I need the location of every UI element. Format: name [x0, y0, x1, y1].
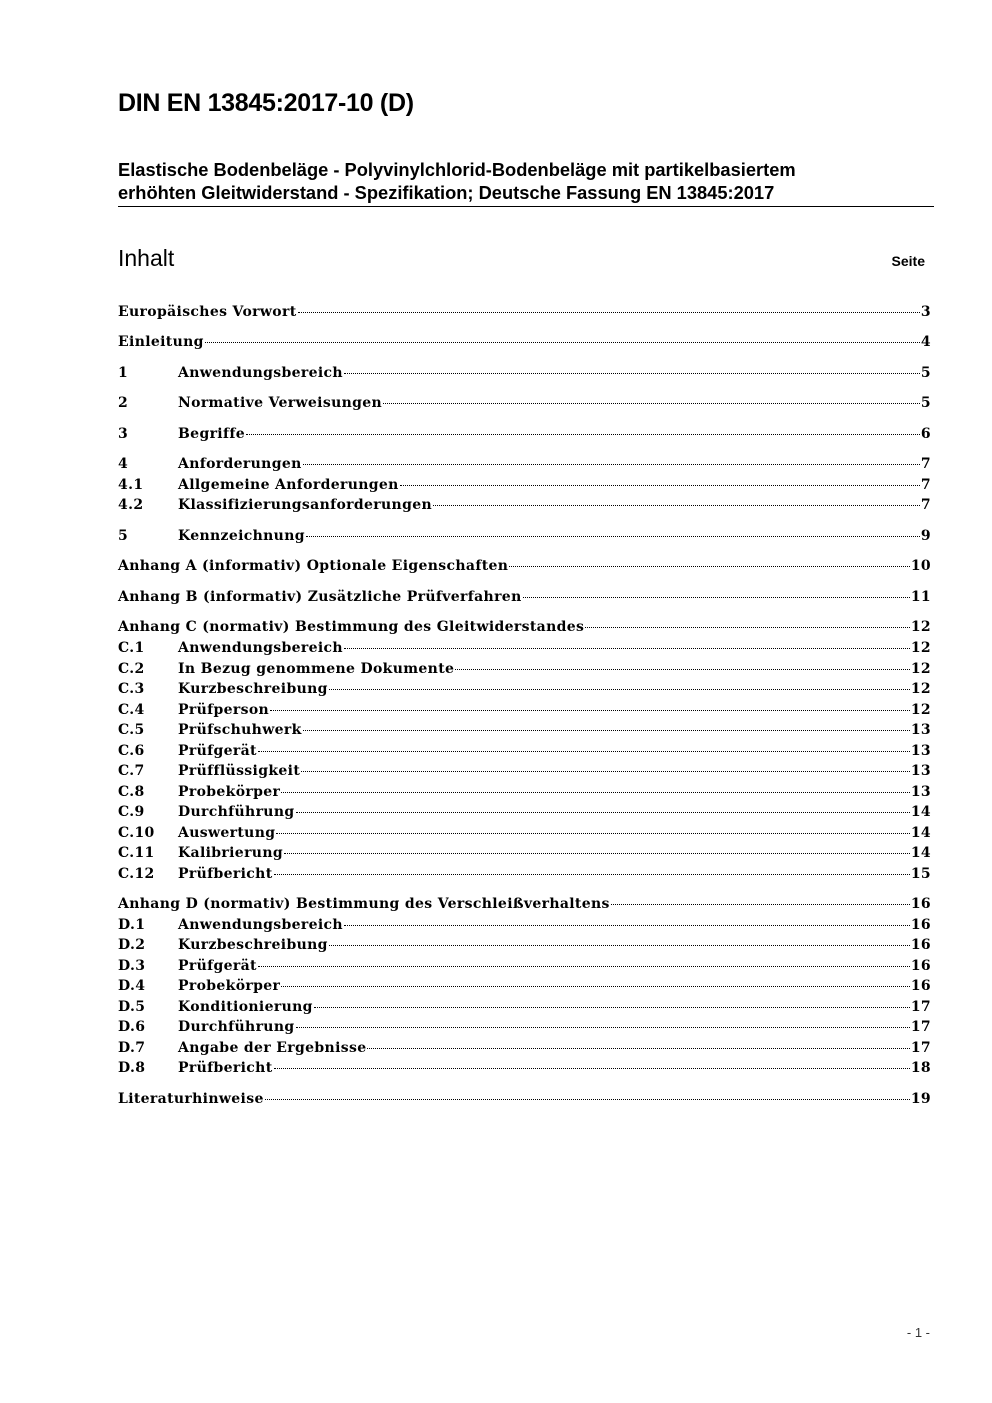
- toc-entry-number: 2: [118, 395, 129, 411]
- toc-entry[interactable]: [118, 864, 931, 884]
- toc-dot-leader: [281, 792, 910, 793]
- toc-dot-leader: [585, 627, 910, 628]
- toc-entry-number: D.5: [118, 999, 146, 1015]
- toc-entry-page: 7: [920, 477, 931, 493]
- toc-entry-number: C.11: [118, 845, 155, 861]
- toc-entry-number: C.6: [118, 743, 145, 759]
- toc-entry[interactable]: [118, 617, 931, 637]
- toc-entry-page: 4: [920, 334, 931, 350]
- toc-entry-title: Anforderungen: [178, 456, 302, 472]
- toc-dot-leader: [344, 648, 910, 649]
- toc-entry-title: Konditionierung: [178, 999, 313, 1015]
- toc-entry-page: 13: [910, 763, 931, 779]
- toc-entry[interactable]: [118, 956, 931, 976]
- toc-entry-number: C.4: [118, 702, 145, 718]
- toc-entry-page: 14: [910, 804, 931, 820]
- toc-entry-title: Anwendungsbereich: [178, 640, 343, 656]
- toc-entry-number: 4: [118, 456, 129, 472]
- toc-entry-title: Literaturhinweise: [118, 1091, 264, 1107]
- toc-dot-leader: [509, 566, 909, 567]
- toc-entry-page: 19: [910, 1091, 931, 1107]
- toc-entry-page: 12: [910, 619, 931, 635]
- toc-entry-title: Auswertung: [178, 825, 276, 841]
- toc-entry-title: Probekörper: [178, 784, 281, 800]
- toc-dot-leader: [303, 730, 910, 731]
- toc-dot-leader: [274, 1068, 910, 1069]
- toc-dot-leader: [246, 434, 920, 435]
- subtitle-line-2: erhöhten Gleitwiderstand - Spezifikation; Deutsche Fassung EN 13845:2017: [118, 182, 775, 203]
- toc-entry-title: Durchführung: [178, 804, 295, 820]
- toc-entry-title: Begriffe: [178, 426, 245, 442]
- toc-entry-page: 12: [910, 681, 931, 697]
- toc-entry-title: Prüfflüssigkeit: [178, 763, 301, 779]
- toc-entry[interactable]: [118, 475, 931, 495]
- toc-entry[interactable]: [118, 454, 931, 474]
- toc-entry-number: D.6: [118, 1019, 146, 1035]
- toc-entry-page: 14: [910, 845, 931, 861]
- toc-entry[interactable]: [118, 761, 931, 781]
- toc-entry-title: Kennzeichnung: [178, 528, 305, 544]
- toc-entry-number: C.3: [118, 681, 145, 697]
- toc-entry[interactable]: [118, 894, 931, 914]
- toc-dot-leader: [523, 597, 910, 598]
- toc-dot-leader: [296, 1027, 910, 1028]
- toc-entry-title: Anhang D (normativ) Bestimmung des Verschleißverhaltens: [118, 896, 610, 912]
- toc-dot-leader: [301, 771, 910, 772]
- toc-entry-title: Prüfgerät: [178, 743, 257, 759]
- toc-entry-page: 16: [910, 958, 931, 974]
- toc-entry-title: Prüfbericht: [178, 1060, 273, 1076]
- toc-heading: Inhalt: [118, 245, 175, 271]
- toc-entry-title: Anwendungsbereich: [178, 917, 343, 933]
- toc-entry[interactable]: [118, 332, 931, 352]
- toc-entry[interactable]: [118, 393, 931, 413]
- toc-entry[interactable]: [118, 935, 931, 955]
- toc-entry[interactable]: [118, 363, 931, 383]
- toc-dot-leader: [274, 874, 910, 875]
- toc-entry-page: 3: [920, 304, 931, 320]
- toc-entry[interactable]: [118, 997, 931, 1017]
- toc-entry-title: Probekörper: [178, 978, 281, 994]
- toc-dot-leader: [329, 689, 910, 690]
- toc-dot-leader: [258, 966, 910, 967]
- toc-entry-number: D.1: [118, 917, 146, 933]
- toc-entry-number: C.8: [118, 784, 145, 800]
- toc-dot-leader: [400, 485, 920, 486]
- toc-entry-title: Prüfgerät: [178, 958, 257, 974]
- toc-entry[interactable]: [118, 526, 931, 546]
- toc-entry-page: 13: [910, 784, 931, 800]
- toc-entry-page: 11: [910, 589, 931, 605]
- toc-entry-title: Anhang C (normativ) Bestimmung des Gleitwiderstandes: [118, 619, 585, 635]
- toc-entry[interactable]: [118, 843, 931, 863]
- toc-entry-number: 4.2: [118, 497, 144, 513]
- toc-entry-title: Angabe der Ergebnisse: [178, 1040, 367, 1056]
- toc-entry-title: Prüfperson: [178, 702, 270, 718]
- toc-entry-page: 16: [910, 917, 931, 933]
- toc-dot-leader: [329, 945, 910, 946]
- toc-dot-leader: [270, 710, 910, 711]
- toc-entry[interactable]: [118, 302, 931, 322]
- toc-entry-number: C.2: [118, 661, 145, 677]
- toc-entry-title: Anwendungsbereich: [178, 365, 343, 381]
- toc-entry-title: Kurzbeschreibung: [178, 681, 328, 697]
- toc-entry[interactable]: [118, 1017, 931, 1037]
- toc-entry-page: 16: [910, 896, 931, 912]
- toc-entry[interactable]: [118, 802, 931, 822]
- toc-entry-number: C.5: [118, 722, 145, 738]
- toc-dot-leader: [344, 373, 920, 374]
- toc-entry-page: 15: [910, 866, 931, 882]
- toc-entry-page: 12: [910, 702, 931, 718]
- toc-dot-leader: [314, 1007, 910, 1008]
- toc-entry-page: 12: [910, 640, 931, 656]
- toc-dot-leader: [344, 925, 910, 926]
- toc-entry-page: 13: [910, 722, 931, 738]
- toc-entry-page: 18: [910, 1060, 931, 1076]
- toc-entry-number: D.4: [118, 978, 146, 994]
- toc-dot-leader: [296, 812, 910, 813]
- toc-entry[interactable]: [118, 1038, 931, 1058]
- toc-entry[interactable]: [118, 741, 931, 761]
- toc-entry-title: Klassifizierungsanforderungen: [178, 497, 433, 513]
- toc-entry-page: 17: [910, 1040, 931, 1056]
- subtitle-line-1: Elastische Bodenbeläge - Polyvinylchlorid-Bodenbeläge mit partikelbasiertem: [118, 159, 796, 180]
- toc-entry[interactable]: [118, 823, 931, 843]
- toc-entry[interactable]: [118, 424, 931, 444]
- toc-entry-page: 7: [920, 497, 931, 513]
- toc-entry-title: Allgemeine Anforderungen: [178, 477, 399, 493]
- toc-entry-page: 5: [920, 365, 931, 381]
- toc-entry[interactable]: [118, 659, 931, 679]
- toc-entry-number: 5: [118, 528, 129, 544]
- toc-entry-title: Anhang B (informativ) Zusätzliche Prüfverfahren: [118, 589, 522, 605]
- subtitle-divider: [118, 206, 934, 207]
- toc-dot-leader: [433, 505, 920, 506]
- toc-dot-leader: [298, 312, 920, 313]
- toc-entry-title: Prüfbericht: [178, 866, 273, 882]
- toc-entry[interactable]: [118, 915, 931, 935]
- toc-entry-page: 5: [920, 395, 931, 411]
- toc-entry-number: C.7: [118, 763, 145, 779]
- toc-entry[interactable]: [118, 638, 931, 658]
- toc-page-column-label: Seite: [891, 253, 925, 269]
- toc-dot-leader: [367, 1048, 909, 1049]
- toc-dot-leader: [383, 403, 920, 404]
- toc-entry-title: Einleitung: [118, 334, 204, 350]
- toc-entry-number: C.10: [118, 825, 155, 841]
- toc-entry[interactable]: [118, 720, 931, 740]
- toc-entry-number: C.12: [118, 866, 155, 882]
- toc-entry-number: C.1: [118, 640, 145, 656]
- toc-entry[interactable]: [118, 1089, 931, 1109]
- toc-entry-page: 9: [920, 528, 931, 544]
- toc-dot-leader: [265, 1099, 910, 1100]
- toc-entry-page: 14: [910, 825, 931, 841]
- toc-dot-leader: [281, 986, 910, 987]
- toc-entry-title: In Bezug genommene Dokumente: [178, 661, 455, 677]
- toc-entry-title: Normative Verweisungen: [178, 395, 383, 411]
- toc-dot-leader: [276, 833, 909, 834]
- toc-entry-page: 10: [910, 558, 931, 574]
- toc-dot-leader: [205, 342, 920, 343]
- toc-entry-number: D.3: [118, 958, 146, 974]
- toc-entry[interactable]: [118, 700, 931, 720]
- toc-dot-leader: [306, 536, 920, 537]
- toc-entry-number: D.2: [118, 937, 146, 953]
- toc-entry[interactable]: [118, 587, 931, 607]
- toc-entry[interactable]: [118, 782, 931, 802]
- toc-dot-leader: [303, 464, 920, 465]
- toc-entry-title: Anhang A (informativ) Optionale Eigenschaften: [118, 558, 509, 574]
- toc-entry-number: 3: [118, 426, 129, 442]
- toc-entry-number: 1: [118, 365, 129, 381]
- toc-entry-page: 16: [910, 978, 931, 994]
- toc-entry-page: 6: [920, 426, 931, 442]
- toc-entry-title: Kurzbeschreibung: [178, 937, 328, 953]
- toc-entry-page: 13: [910, 743, 931, 759]
- toc-dot-leader: [611, 904, 910, 905]
- toc-entry-title: Kalibrierung: [178, 845, 283, 861]
- toc-entry-page: 16: [910, 937, 931, 953]
- toc-dot-leader: [284, 853, 910, 854]
- toc-entry-title: Durchführung: [178, 1019, 295, 1035]
- toc-entry[interactable]: [118, 976, 931, 996]
- toc-entry-page: 12: [910, 661, 931, 677]
- toc-entry-number: D.8: [118, 1060, 146, 1076]
- page-number: - 1 -: [906, 1325, 930, 1340]
- toc-entry[interactable]: [118, 556, 931, 576]
- toc-entry-number: D.7: [118, 1040, 146, 1056]
- toc-entry[interactable]: [118, 495, 931, 515]
- document-subtitle: [118, 158, 934, 204]
- toc-entry-number: C.9: [118, 804, 145, 820]
- toc-entry-title: Prüfschuhwerk: [178, 722, 302, 738]
- toc-entry[interactable]: [118, 679, 931, 699]
- toc-dot-leader: [258, 751, 910, 752]
- toc-entry-number: 4.1: [118, 477, 144, 493]
- toc-entry-page: 7: [920, 456, 931, 472]
- document-title: DIN EN 13845:2017-10 (D): [118, 89, 414, 117]
- toc-dot-leader: [455, 669, 910, 670]
- toc-entry[interactable]: [118, 1058, 931, 1078]
- toc-entry-page: 17: [910, 1019, 931, 1035]
- toc-entry-page: 17: [910, 999, 931, 1015]
- toc-entry-title: Europäisches Vorwort: [118, 304, 297, 320]
